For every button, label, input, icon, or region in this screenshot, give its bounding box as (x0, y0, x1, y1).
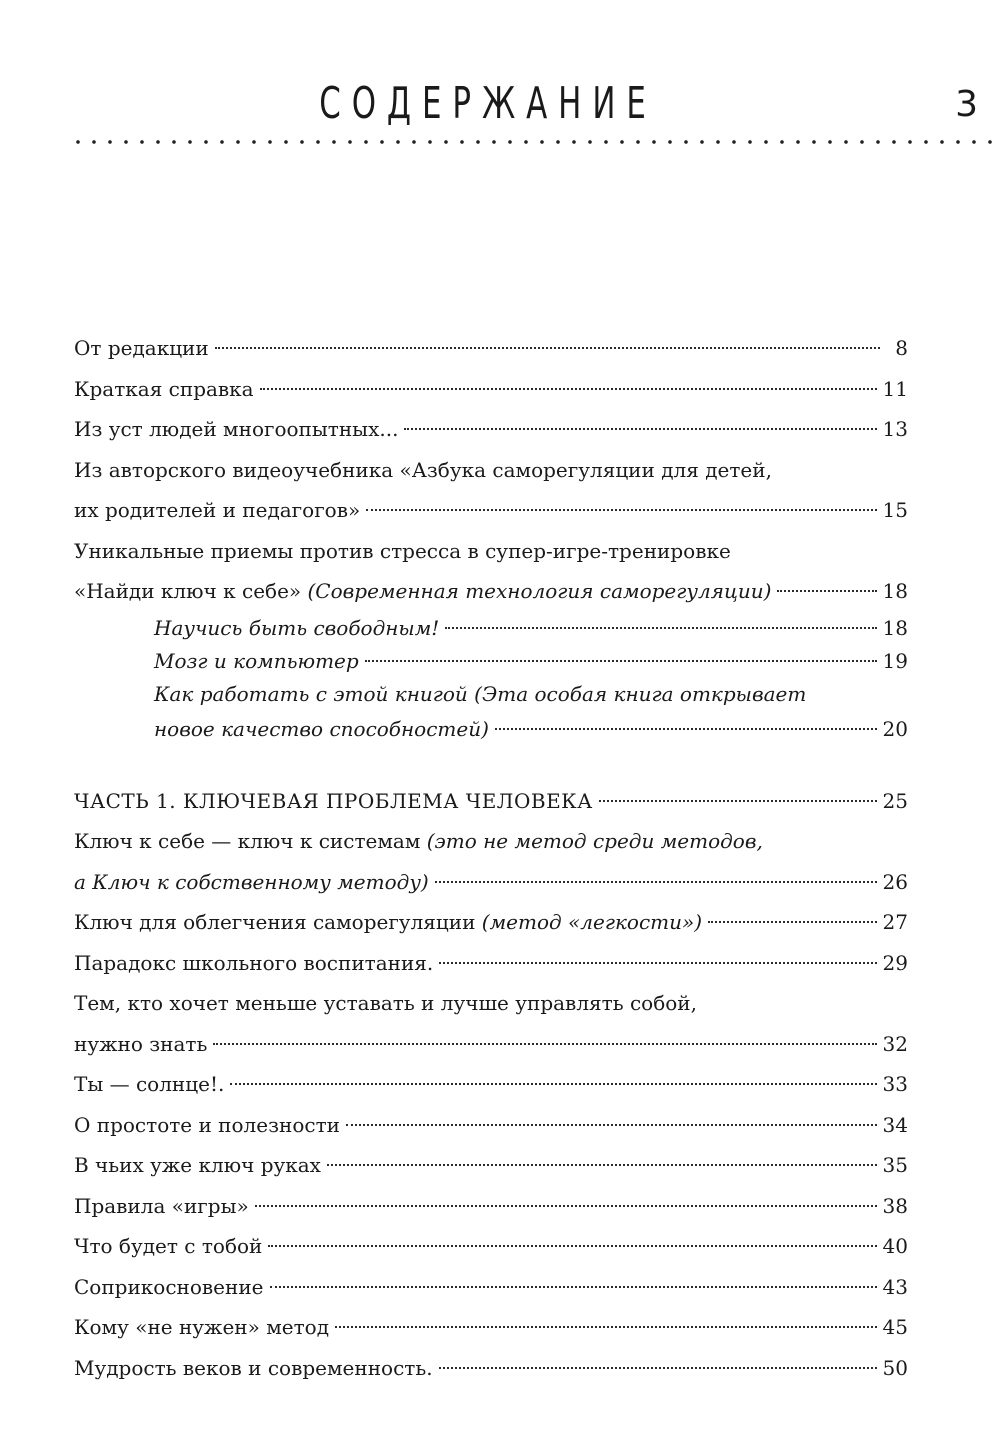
page-number: 3 (955, 84, 978, 125)
toc-entry[interactable] (74, 902, 908, 943)
toc-entry-title: Парадокс школьного воспитания. (74, 950, 434, 975)
dot-leader (255, 1205, 877, 1207)
dotted-divider (70, 138, 994, 146)
toc-entry-title-line1: Уникальные приемы против стресса в супер-игре-тренировке (74, 538, 731, 563)
toc-part-title: ЧАСТЬ 1. КЛЮЧЕВАЯ ПРОБЛЕМА ЧЕЛОВЕКА (74, 788, 593, 813)
toc-entry-page: 43 (882, 1274, 908, 1299)
toc-entry-title-line2: «Найди ключ к себе» (74, 579, 302, 603)
toc-entry-page: 20 (882, 716, 908, 741)
toc-entry[interactable] (74, 1105, 908, 1146)
toc-entry-page: 40 (882, 1234, 908, 1258)
dot-leader (346, 1124, 877, 1126)
toc-entry[interactable] (74, 1307, 908, 1348)
dot-leader (268, 1245, 876, 1247)
dot-leader (445, 627, 876, 629)
dot-leader (435, 881, 877, 883)
toc-entry-title-line1: Как работать с этой книгой (Эта особая книга открывает (154, 681, 807, 706)
toc-entry[interactable] (74, 1064, 908, 1105)
toc-entry-page: 32 (882, 1031, 908, 1056)
toc-entry-page: 35 (882, 1153, 908, 1177)
section-gap (74, 747, 908, 781)
toc-entry[interactable] (74, 1348, 908, 1389)
toc-entry-page: 45 (882, 1315, 908, 1339)
toc-entry[interactable] (74, 1145, 908, 1186)
toc-entry[interactable] (74, 531, 908, 612)
dot-leader (335, 1326, 877, 1328)
toc-entry-title: Правила «игры» (74, 1193, 249, 1218)
toc-entry-page: 27 (882, 910, 908, 934)
toc-entry-title: Кому «не нужен» метод (74, 1315, 330, 1339)
toc-entry-title: Научись быть свободным! (154, 615, 440, 640)
toc-subentry[interactable] (74, 678, 908, 747)
table-of-contents (74, 328, 908, 1388)
dot-leader (327, 1164, 877, 1166)
toc-entry-page: 18 (882, 579, 908, 603)
toc-part-heading[interactable] (74, 781, 908, 822)
dot-leader (404, 428, 876, 430)
toc-entry-page: 50 (882, 1355, 908, 1380)
toc-entry-title: Соприкосновение (74, 1274, 264, 1299)
toc-entry-page: 18 (882, 615, 908, 640)
toc-entry-title: Ключ для облегчения саморегуляции (74, 910, 476, 934)
toc-entry[interactable] (74, 1226, 908, 1267)
dot-leader (230, 1083, 876, 1085)
toc-entry-title: Из уст людей многоопытных... (74, 417, 399, 441)
toc-entry-page: 33 (882, 1072, 908, 1096)
toc-entry-title-line1: Тем, кто хочет меньше уставать и лучше управлять собой, (74, 991, 697, 1015)
toc-entry-title-line2: их родителей и педагогов» (74, 498, 361, 522)
toc-entry[interactable] (74, 821, 908, 902)
toc-entry[interactable] (74, 409, 908, 450)
toc-subentry[interactable] (74, 645, 908, 678)
toc-entry[interactable] (74, 983, 908, 1064)
dot-leader (260, 388, 877, 390)
dot-leader (599, 800, 877, 802)
toc-entry[interactable] (74, 943, 908, 984)
toc-entry-page: 26 (882, 869, 908, 894)
dot-leader (215, 347, 880, 349)
toc-entry[interactable] (74, 369, 908, 410)
page-title: СОДЕРЖАНИЕ (319, 78, 657, 129)
toc-entry-title: Краткая справка (74, 376, 254, 401)
toc-entry-title: Ты — солнце!. (74, 1072, 225, 1096)
toc-entry[interactable] (74, 1186, 908, 1227)
toc-subentry[interactable] (74, 612, 908, 645)
toc-entry[interactable] (74, 328, 908, 369)
toc-entry-subtitle: (Современная технология саморегуляции) (307, 579, 772, 603)
toc-entry-title: Мозг и компьютер (154, 648, 359, 673)
page-header (0, 0, 1000, 160)
toc-entry-title: Что будет с тобой (74, 1234, 263, 1258)
toc-entry-page: 25 (882, 788, 908, 813)
dot-leader (495, 728, 877, 730)
dot-leader (708, 921, 877, 923)
toc-entry-title: Мудрость веков и современность. (74, 1355, 433, 1380)
toc-entry-subtitle: (это не метод среди методов, (426, 829, 763, 853)
toc-entry-title-line1: Из авторского видеоучебника «Азбука саморегуляции для детей, (74, 457, 772, 482)
toc-entry-page: 15 (882, 498, 908, 522)
toc-entry-title-line2: нужно знать (74, 1031, 208, 1056)
toc-entry-title-line2: новое качество способностей) (154, 716, 489, 741)
toc-entry-page: 13 (882, 417, 908, 441)
toc-entry-subtitle: (метод «легкости») (481, 910, 703, 934)
dot-leader (366, 509, 876, 511)
toc-entry-title-line1: Ключ к себе — ключ к системам (74, 829, 421, 853)
toc-entry[interactable] (74, 450, 908, 531)
toc-entry-page: 34 (882, 1112, 908, 1137)
dot-leader (365, 660, 877, 662)
dot-leader (439, 1367, 877, 1369)
dot-leader (270, 1286, 877, 1288)
dot-leader (439, 962, 876, 964)
toc-entry[interactable] (74, 1267, 908, 1308)
toc-entry-page: 38 (882, 1193, 908, 1218)
toc-entry-page: 8 (895, 336, 908, 360)
toc-entry-page: 11 (882, 376, 908, 401)
toc-entry-page: 29 (882, 950, 908, 975)
toc-entry-title: О простоте и полезности (74, 1112, 340, 1137)
dot-leader (777, 590, 876, 592)
toc-entry-title-line2: а Ключ к собственному методу) (74, 869, 429, 894)
toc-entry-title: В чьих уже ключ руках (74, 1153, 321, 1177)
toc-entry-page: 19 (882, 648, 908, 673)
dot-leader (213, 1043, 876, 1045)
toc-entry-title: От редакции (74, 336, 209, 360)
